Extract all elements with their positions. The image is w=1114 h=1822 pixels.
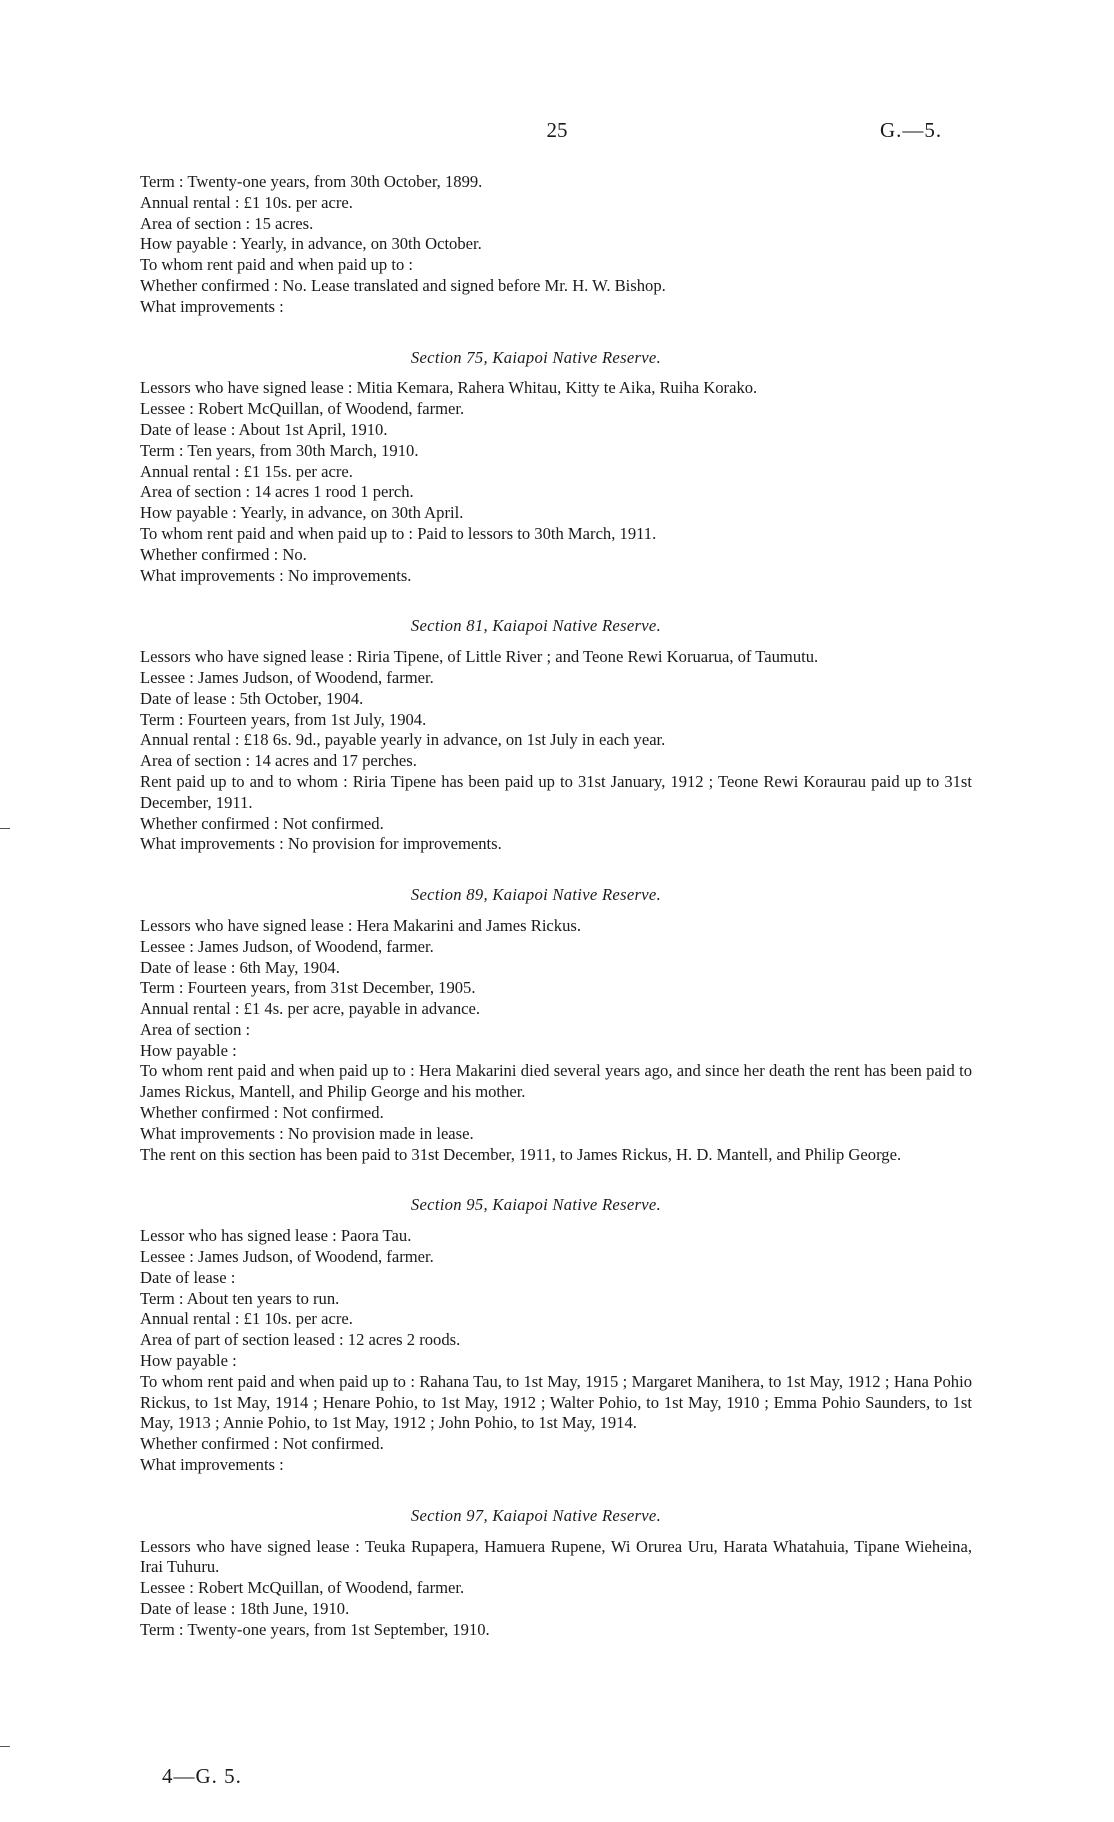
section-paragraph: To whom rent paid and when paid up to : Hera Makarini died several years ago, and since her death the rent has been paid to James Rickus, Mantell, and Philip George and his mother. [140, 1061, 972, 1102]
section-paragraph: Rent paid up to and to whom : Riria Tipene has been paid up to 31st January, 1912 ; Teone Rewi Koraurau paid up to 31st December, 1911. [140, 771, 972, 812]
intro-line: What improvements : [140, 296, 284, 316]
section-line: Whether confirmed : Not confirmed. [140, 1103, 384, 1123]
section-heading: Section 89, Kaiapoi Native Reserve. [410, 885, 662, 905]
section-heading: Section 95, Kaiapoi Native Reserve. [410, 1195, 662, 1215]
intro-line: Whether confirmed : No. Lease translated and signed before Mr. H. W. Bishop. [140, 275, 666, 295]
intro-line: To whom rent paid and when paid up to : [140, 255, 414, 275]
section-line: Term : Fourteen years, from 31st December, 1905. [140, 978, 476, 998]
document-body [100, 172, 972, 1641]
section-97 [100, 1506, 972, 1641]
section-line: Lessee : James Judson, of Woodend, farmer. [140, 667, 434, 687]
page-number: 25 [546, 118, 568, 142]
section-line: How payable : [140, 1040, 237, 1060]
section-line: What improvements : No provision made in lease. [140, 1123, 474, 1143]
section-heading: Section 75, Kaiapoi Native Reserve. [410, 347, 662, 367]
section-paragraph: Lessors who have signed lease : Riria Tipene, of Little River ; and Teone Rewi Koruarua, of Taumutu. [140, 647, 819, 667]
section-81 [100, 616, 972, 855]
section-line: Annual rental : £18 6s. 9d., payable yearly in advance, on 1st July in each year. [140, 730, 666, 750]
section-heading: Section 81, Kaiapoi Native Reserve. [410, 616, 662, 636]
intro-line: How payable : Yearly, in advance, on 30th October. [140, 234, 482, 254]
section-line: Annual rental : £1 15s. per acre. [140, 461, 353, 481]
intro-line: Area of section : 15 acres. [140, 213, 314, 233]
section-line: Lessee : Robert McQuillan, of Woodend, farmer. [140, 399, 465, 419]
section-paragraph: To whom rent paid and when paid up to : Rahana Tau, to 1st May, 1915 ; Margaret Manihera, to 1st May, 1912 ; Hana Pohio Rickus, to 1st May, 1914 ; Henare Pohio, to 1st May, 1912 ; Walter Pohio, to 1st May, 1910 ; Emma Pohio Saunders, to 1st May, 1913 ; Annie Pohio, to 1st May, 1912 ; John Pohio, to 1st May, 1914. [140, 1371, 972, 1433]
section-paragraph: The rent on this section has been paid to 31st December, 1911, to James Rickus, H. D. Mantell, and Philip George. [140, 1144, 902, 1164]
section-line: Annual rental : £1 10s. per acre. [140, 1309, 353, 1329]
section-line: Lessors who have signed lease : Mitia Kemara, Rahera Whitau, Kitty te Aika, Ruiha Korako. [140, 378, 758, 398]
section-75 [100, 348, 972, 587]
section-line: Date of lease : 6th May, 1904. [140, 957, 340, 977]
section-89 [100, 885, 972, 1165]
section-line: Area of part of section leased : 12 acres 2 roods. [140, 1330, 461, 1350]
section-line: Date of lease : 5th October, 1904. [140, 688, 364, 708]
margin-mark [0, 1746, 10, 1747]
section-line: Date of lease : [140, 1267, 236, 1287]
section-line: Whether confirmed : No. [140, 544, 307, 564]
document-reference: G.—5. [880, 118, 943, 142]
intro-line: Term : Twenty-one years, from 30th October, 1899. [140, 172, 483, 191]
margin-mark [0, 828, 10, 829]
section-line: Term : Fourteen years, from 1st July, 1904. [140, 709, 427, 729]
section-line: Term : Twenty-one years, from 1st September, 1910. [140, 1619, 490, 1639]
section-line: Area of section : [140, 1019, 251, 1039]
section-line: Lessee : James Judson, of Woodend, farmer. [140, 1247, 434, 1267]
section-line: Lessee : James Judson, of Woodend, farmer. [140, 936, 434, 956]
section-line: Date of lease : About 1st April, 1910. [140, 419, 388, 439]
section-paragraph: Lessors who have signed lease : Teuka Rupapera, Hamuera Rupene, Wi Orurea Uru, Harata Whatahuia, Tipane Wieheina, Irai Tuhuru. [140, 1536, 972, 1577]
intro-block [100, 172, 972, 318]
section-line: What improvements : No provision for improvements. [140, 834, 502, 854]
intro-line: Annual rental : £1 10s. per acre. [140, 192, 353, 212]
section-line: Whether confirmed : Not confirmed. [140, 1434, 384, 1454]
section-line: To whom rent paid and when paid up to : Paid to lessors to 30th March, 1911. [140, 523, 657, 543]
section-line: Term : Ten years, from 30th March, 1910. [140, 440, 419, 460]
section-line: Area of section : 14 acres and 17 perches. [140, 751, 417, 771]
signature-mark: 4—G. 5. [162, 1764, 242, 1788]
section-line: Lessor who has signed lease : Paora Tau. [140, 1226, 412, 1246]
section-line: Lessee : Robert McQuillan, of Woodend, farmer. [140, 1578, 465, 1598]
section-line: Lessors who have signed lease : Hera Makarini and James Rickus. [140, 915, 581, 935]
section-line: Area of section : 14 acres 1 rood 1 perch. [140, 482, 414, 502]
section-line: Date of lease : 18th June, 1910. [140, 1599, 350, 1619]
section-line: Annual rental : £1 4s. per acre, payable in advance. [140, 999, 481, 1019]
section-heading: Section 97, Kaiapoi Native Reserve. [410, 1505, 662, 1525]
section-line: Whether confirmed : Not confirmed. [140, 813, 384, 833]
section-line: Term : About ten years to run. [140, 1288, 340, 1308]
section-line: How payable : [140, 1351, 237, 1371]
section-line: What improvements : No improvements. [140, 565, 412, 585]
section-95 [100, 1195, 972, 1475]
section-line: What improvements : [140, 1455, 284, 1475]
section-line: How payable : Yearly, in advance, on 30th April. [140, 503, 464, 523]
